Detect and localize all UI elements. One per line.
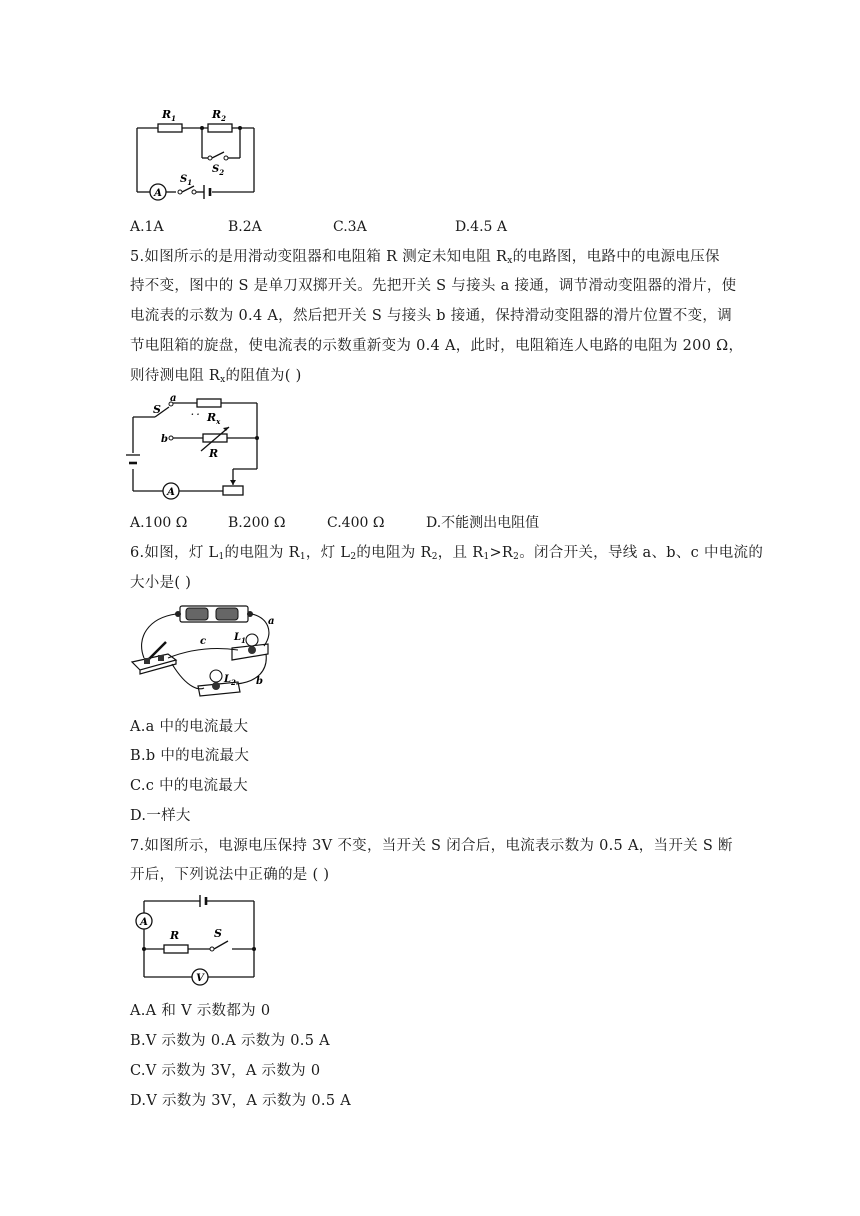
a-label: a [170, 393, 177, 404]
wire-b-label: b [256, 676, 263, 687]
resistor-box-r [203, 434, 227, 442]
wire-a-label: a [268, 616, 275, 627]
q5-line-2: 持不变，图中的 S 是单刀双掷开关。先把开关 S 与接头 a 接通，调节滑动变阻器的滑片，使 [130, 278, 737, 294]
q6-line-2: 大小是( ) [130, 575, 192, 591]
voltmeter-label: V [196, 973, 204, 984]
battery-pack-icon [175, 606, 253, 622]
resistor-rx [197, 399, 221, 407]
q7-option-c[interactable]: C.V 示数为 3V，A 示数为 0 [130, 1063, 321, 1079]
s-label: S [214, 927, 222, 940]
q5-line-1: 5.如图所示的是用滑动变阻器和电阻箱 R 测定未知电阻 $R_x$的电路图，电路中的电源电压保 [130, 249, 720, 266]
q4-circuit-figure [130, 100, 270, 205]
q6-option-c[interactable]: C.c 中的电流最大 [130, 778, 248, 794]
ammeter-label: A [140, 917, 148, 928]
resistor-r1 [158, 124, 182, 132]
r-label: R [170, 929, 180, 942]
rx-label: R [207, 411, 217, 424]
q4-option-d[interactable]: D.4.5 A [455, 219, 508, 235]
q6-option-b[interactable]: B.b 中的电流最大 [130, 748, 250, 764]
q7-circuit-figure [134, 893, 264, 993]
svg-text:R2: $R_2$ [212, 108, 227, 123]
svg-text:S1: $S_1$ [180, 174, 193, 187]
svg-text:Rx: $R_x$ [207, 411, 221, 426]
l1-label: L [234, 632, 242, 643]
q5-line-4: 节电阻箱的旋盘，使电流表的示数重新变为 0.4 A，此时，电阻箱连人电路的电阻为 200 Ω， [130, 338, 744, 354]
resistor-r2 [208, 124, 232, 132]
wire-c-label: c [200, 636, 207, 647]
b-label: b [161, 434, 168, 445]
svg-text:L1: $L_1$ [234, 632, 246, 645]
resistor-r [164, 945, 188, 953]
svg-text:S2: $S_2$ [212, 164, 225, 177]
ammeter-label: A [167, 487, 175, 498]
q6-option-d[interactable]: D.一样大 [130, 808, 191, 824]
r1-label: R [162, 108, 172, 121]
s1-label: S [180, 174, 188, 185]
s-label: S [153, 403, 161, 416]
q5-line-3: 电流表的示数为 0.4 A，然后把开关 S 与接头 b 接通，保持滑动变阻器的滑片位置不变，调 [130, 308, 732, 324]
l2-label: L [224, 674, 232, 685]
q5-line-5: 则待测电阻 $R_x$的阻值为( ) [130, 368, 302, 385]
q7-option-b[interactable]: B.V 示数为 0.A 示数为 0.5 A [130, 1033, 330, 1049]
q4-option-c[interactable]: C.3A [333, 219, 367, 235]
r2-label: R [212, 108, 222, 121]
q4-option-b[interactable]: B.2A [228, 219, 262, 235]
r-label: R [209, 447, 219, 460]
q5-circuit-figure [125, 393, 265, 505]
rheostat [223, 486, 243, 495]
q7-line-1: 7.如图所示，电源电压保持 3V 不变，当开关 S 闭合后，电流表示数为 0.5 A，当开关 S 断 [130, 838, 733, 854]
svg-text:· ·: · · [191, 409, 200, 419]
q7-option-d[interactable]: D.V 示数为 3V，A 示数为 0.5 A [130, 1093, 352, 1109]
s2-label: S [212, 164, 220, 175]
q5-option-b[interactable]: B.200 Ω [228, 515, 286, 531]
svg-text:L2: $L_2$ [224, 674, 236, 687]
q6-option-a[interactable]: A.a 中的电流最大 [130, 719, 249, 735]
q4-option-a[interactable]: A.1A [130, 219, 164, 235]
q7-option-a[interactable]: A.A 和 V 示数都为 0 [130, 1003, 271, 1019]
q6-physical-circuit-figure [128, 598, 273, 696]
ammeter-label: A [154, 188, 162, 199]
q7-line-2: 开后，下列说法中正确的是 ( ) [130, 867, 330, 883]
q6-line-1: 6.如图，灯 $L_1$的电阻为 $R_1$，灯 $L_2$的电阻为 $R_2$，且 $R_1>R_2$。闭合开关，导线 a、b、c 中电流的 [130, 545, 764, 562]
svg-text:R1: $R_1$ [162, 108, 177, 123]
q5-option-d[interactable]: D.不能测出电阻值 [426, 515, 540, 531]
q5-option-a[interactable]: A.100 Ω [130, 515, 188, 531]
q5-option-c[interactable]: C.400 Ω [327, 515, 385, 531]
